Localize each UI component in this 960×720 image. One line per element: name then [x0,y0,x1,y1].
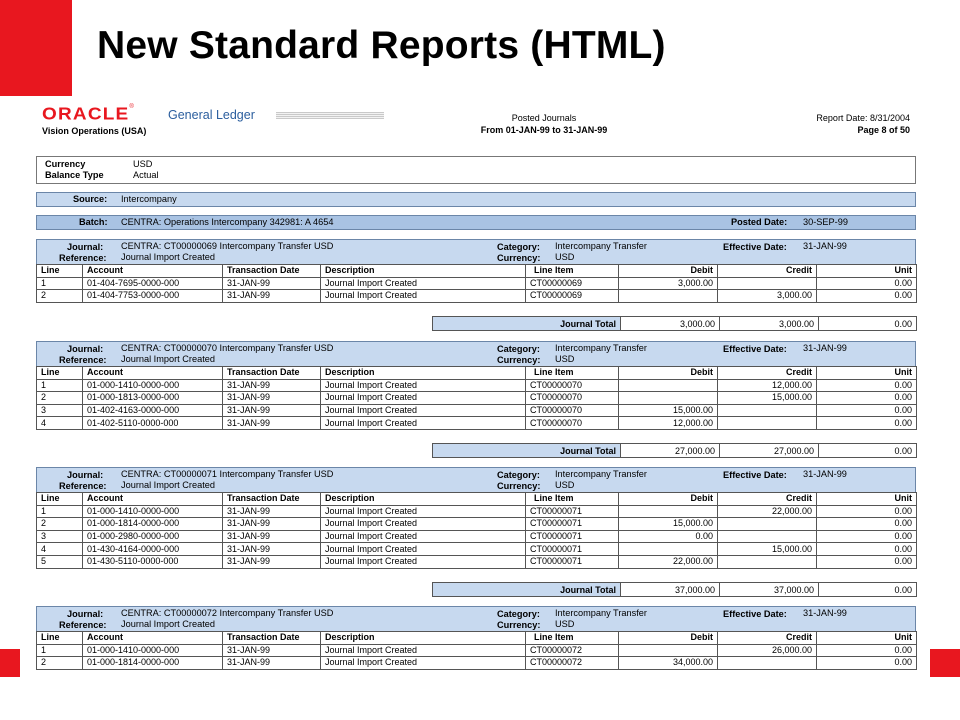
effective-date-value: 31-JAN-99 [803,608,847,618]
table-cell: 31-JAN-99 [223,518,321,531]
table-cell: 0.00 [817,657,917,670]
reference-label: Reference: [59,355,107,365]
currency-field-value: USD [555,252,575,262]
table-cell: 5 [37,555,83,568]
category-value: Intercompany Transfer [555,608,647,618]
table-cell: 01-402-4163-0000-000 [83,404,223,417]
table-cell [718,518,817,531]
journal-header [36,606,916,631]
currency-field-label: Currency: [497,355,541,365]
journal-total-value: 3,000.00 [621,317,720,331]
table-cell: Journal Import Created [321,644,526,657]
table-cell: 01-000-2980-0000-000 [83,530,223,543]
table-cell: 12,000.00 [718,379,817,392]
journal-label: Journal: [67,344,104,354]
table-cell [718,657,817,670]
oracle-logo-text: ORACLE [42,105,130,124]
table-cell: 31-JAN-99 [223,404,321,417]
batch-bar [36,215,916,230]
table-header-row [37,632,917,645]
journal-total-label: Journal Total [433,583,621,597]
table-cell: 3 [37,530,83,543]
table-cell: CT00000071 [526,530,619,543]
table-cell [718,530,817,543]
table-cell: 0.00 [817,290,917,303]
journal-total-row [432,582,917,597]
table-cell: CT00000069 [526,277,619,290]
table-cell: 31-JAN-99 [223,379,321,392]
module-decorative-bar [276,112,384,119]
column-header: Description [321,265,526,278]
table-cell [619,392,718,405]
reference-label: Reference: [59,620,107,630]
balance-type-value: Actual [133,170,159,180]
table-cell: 3 [37,404,83,417]
table-cell: CT00000072 [526,644,619,657]
table-cell: Journal Import Created [321,530,526,543]
table-cell: 15,000.00 [619,404,718,417]
table-cell: 4 [37,543,83,556]
table-row [37,404,917,417]
column-header: Description [321,493,526,506]
table-row [37,657,917,670]
column-header: Debit [619,265,718,278]
slide-title: New Standard Reports (HTML) [97,24,666,67]
column-header: Credit [718,367,817,380]
table-cell: 01-000-1814-0000-000 [83,518,223,531]
table-cell: 1 [37,644,83,657]
column-header: Line [37,493,83,506]
table-cell: 01-000-1813-0000-000 [83,392,223,405]
table-cell: CT00000071 [526,543,619,556]
report-page [36,104,916,668]
journal-lines-table [36,492,917,569]
journal-header [36,341,916,366]
currency-field-label: Currency: [497,620,541,630]
table-cell: 01-430-4164-0000-000 [83,543,223,556]
table-cell: Journal Import Created [321,505,526,518]
currency-field-value: USD [555,354,575,364]
category-label: Category: [497,609,540,619]
table-cell: 31-JAN-99 [223,530,321,543]
table-cell: CT00000072 [526,657,619,670]
journal-header [36,467,916,492]
journal-total-value: 0.00 [819,583,917,597]
column-header: Description [321,367,526,380]
category-value: Intercompany Transfer [555,241,647,251]
table-cell: 0.00 [817,530,917,543]
category-value: Intercompany Transfer [555,343,647,353]
table-row [37,505,917,518]
column-header: Line [37,367,83,380]
table-cell: 01-000-1410-0000-000 [83,379,223,392]
category-label: Category: [497,242,540,252]
table-cell: 01-430-5110-0000-000 [83,555,223,568]
table-cell: 31-JAN-99 [223,657,321,670]
journal-total-value: 37,000.00 [621,583,720,597]
journal-block [36,239,916,303]
column-header: Line Item [526,265,619,278]
table-cell [619,290,718,303]
table-row [37,530,917,543]
table-cell: 01-000-1410-0000-000 [83,505,223,518]
table-cell: 26,000.00 [718,644,817,657]
journal-name: CENTRA: CT00000071 Intercompany Transfer USD [121,469,334,479]
column-header: Unit [817,493,917,506]
category-label: Category: [497,344,540,354]
posted-date-label: Posted Date: [731,217,788,227]
journal-block [36,341,916,430]
table-cell: 3,000.00 [619,277,718,290]
module-name: General Ledger [168,108,255,122]
table-row [37,277,917,290]
category-value: Intercompany Transfer [555,469,647,479]
red-corner-block [0,0,72,96]
effective-date-value: 31-JAN-99 [803,469,847,479]
table-cell [718,404,817,417]
currency-box [36,156,916,184]
column-header: Line [37,265,83,278]
table-cell: CT00000070 [526,392,619,405]
table-cell: 22,000.00 [718,505,817,518]
journal-name: CENTRA: CT00000069 Intercompany Transfer USD [121,241,334,251]
table-cell: Journal Import Created [321,417,526,430]
table-row [37,392,917,405]
column-header: Line Item [526,367,619,380]
table-cell: 31-JAN-99 [223,543,321,556]
effective-date-value: 31-JAN-99 [803,343,847,353]
journal-lines-table [36,631,917,670]
journal-total-value: 37,000.00 [720,583,819,597]
table-cell: 31-JAN-99 [223,290,321,303]
report-name: Posted Journals [511,113,577,123]
source-value: Intercompany [121,194,177,204]
table-cell: 12,000.00 [619,417,718,430]
column-header: Line Item [526,493,619,506]
column-header: Account [83,632,223,645]
effective-date-label: Effective Date: [723,344,787,354]
table-cell: CT00000070 [526,417,619,430]
column-header: Transaction Date [223,265,321,278]
effective-date-label: Effective Date: [723,470,787,480]
column-header: Credit [718,493,817,506]
reference-value: Journal Import Created [121,480,215,490]
table-row [37,644,917,657]
table-cell [619,505,718,518]
journal-name: CENTRA: CT00000070 Intercompany Transfer USD [121,343,334,353]
journal-name: CENTRA: CT00000072 Intercompany Transfer USD [121,608,334,618]
table-cell: 0.00 [817,543,917,556]
journal-lines-table [36,264,917,303]
journal-label: Journal: [67,609,104,619]
table-row [37,290,917,303]
journal-total-row [432,316,917,331]
organization-name: Vision Operations (USA) [42,126,147,136]
effective-date-label: Effective Date: [723,242,787,252]
table-cell: Journal Import Created [321,290,526,303]
column-header: Line [37,632,83,645]
table-cell: 01-404-7695-0000-000 [83,277,223,290]
red-edge-marker-right [930,649,960,677]
table-cell: 1 [37,505,83,518]
column-header: Account [83,493,223,506]
source-bar [36,192,916,207]
reference-value: Journal Import Created [121,619,215,629]
currency-field-value: USD [555,480,575,490]
table-cell: 31-JAN-99 [223,555,321,568]
table-row [37,417,917,430]
red-edge-marker-left [0,649,20,677]
batch-value: CENTRA: Operations Intercompany 342981: A 4654 [121,217,334,227]
journal-total-value: 3,000.00 [720,317,819,331]
journal-total-row [432,443,917,458]
table-cell: 2 [37,290,83,303]
table-cell: 01-402-5110-0000-000 [83,417,223,430]
reference-value: Journal Import Created [121,354,215,364]
table-cell: 0.00 [817,392,917,405]
table-cell: 4 [37,417,83,430]
table-cell: CT00000071 [526,505,619,518]
currency-field-value: USD [555,619,575,629]
report-meta [816,113,910,136]
table-cell: 1 [37,277,83,290]
table-cell: 2 [37,392,83,405]
reference-label: Reference: [59,481,107,491]
journal-label: Journal: [67,242,104,252]
table-cell: 0.00 [817,644,917,657]
column-header: Debit [619,632,718,645]
table-cell: 15,000.00 [718,543,817,556]
column-header: Credit [718,265,817,278]
table-cell: 2 [37,518,83,531]
table-cell: 0.00 [817,379,917,392]
table-cell [718,277,817,290]
batch-label: Batch: [79,217,108,227]
table-cell: Journal Import Created [321,657,526,670]
table-cell: 15,000.00 [619,518,718,531]
category-label: Category: [497,470,540,480]
table-cell: Journal Import Created [321,543,526,556]
table-cell [619,644,718,657]
table-cell: Journal Import Created [321,392,526,405]
currency-field-label: Currency: [497,481,541,491]
effective-date-label: Effective Date: [723,609,787,619]
table-cell [718,417,817,430]
table-cell: 0.00 [817,277,917,290]
column-header: Account [83,367,223,380]
table-cell [619,379,718,392]
table-header-row [37,265,917,278]
balance-type-label: Balance Type [45,170,104,180]
table-cell: CT00000071 [526,518,619,531]
table-cell: 01-000-1814-0000-000 [83,657,223,670]
journal-total-label: Journal Total [433,444,621,458]
column-header: Description [321,632,526,645]
table-cell: 0.00 [817,404,917,417]
report-period: From 01-JAN-99 to 31-JAN-99 [480,124,608,135]
table-header-row [37,367,917,380]
table-cell [718,555,817,568]
column-header: Credit [718,632,817,645]
column-header: Debit [619,367,718,380]
table-cell: 0.00 [817,505,917,518]
table-cell: 31-JAN-99 [223,644,321,657]
table-cell: Journal Import Created [321,277,526,290]
column-header: Unit [817,265,917,278]
table-cell: 0.00 [619,530,718,543]
table-cell: Journal Import Created [321,555,526,568]
table-cell: CT00000070 [526,404,619,417]
reference-label: Reference: [59,253,107,263]
report-date: Report Date: 8/31/2004 [816,113,910,123]
posted-date-value: 30-SEP-99 [803,217,848,227]
table-cell [619,543,718,556]
currency-label: Currency [45,159,86,169]
column-header: Unit [817,632,917,645]
journal-header [36,239,916,264]
table-cell: CT00000069 [526,290,619,303]
table-cell: CT00000071 [526,555,619,568]
table-cell: 01-404-7753-0000-000 [83,290,223,303]
journal-total-value: 27,000.00 [621,444,720,458]
table-cell: 31-JAN-99 [223,392,321,405]
journal-lines-table [36,366,917,430]
journal-block [36,606,916,670]
table-row [37,555,917,568]
report-title-block [424,113,664,136]
currency-field-label: Currency: [497,253,541,263]
column-header: Account [83,265,223,278]
table-header-row [37,493,917,506]
table-cell: 15,000.00 [718,392,817,405]
report-page-number: Page 8 of 50 [857,124,910,135]
table-cell: 2 [37,657,83,670]
currency-value: USD [133,159,153,169]
column-header: Transaction Date [223,367,321,380]
table-cell: 3,000.00 [718,290,817,303]
table-cell: 01-000-1410-0000-000 [83,644,223,657]
source-label: Source: [73,194,108,204]
journal-total-value: 0.00 [819,444,917,458]
table-cell: 0.00 [817,518,917,531]
table-cell: 31-JAN-99 [223,277,321,290]
oracle-logo [42,104,134,126]
table-cell: 31-JAN-99 [223,417,321,430]
table-cell: 22,000.00 [619,555,718,568]
journal-total-value: 27,000.00 [720,444,819,458]
column-header: Transaction Date [223,632,321,645]
table-cell: CT00000070 [526,379,619,392]
table-cell: Journal Import Created [321,379,526,392]
table-cell: 34,000.00 [619,657,718,670]
table-cell: 1 [37,379,83,392]
table-row [37,518,917,531]
table-cell: 0.00 [817,555,917,568]
table-cell: 31-JAN-99 [223,505,321,518]
reference-value: Journal Import Created [121,252,215,262]
report-header [36,104,916,148]
journal-total-label: Journal Total [433,317,621,331]
column-header: Line Item [526,632,619,645]
table-cell: Journal Import Created [321,518,526,531]
journal-total-value: 0.00 [819,317,917,331]
table-cell: 0.00 [817,417,917,430]
table-row [37,379,917,392]
table-row [37,543,917,556]
journal-label: Journal: [67,470,104,480]
column-header: Unit [817,367,917,380]
column-header: Debit [619,493,718,506]
journal-block [36,467,916,569]
table-cell: Journal Import Created [321,404,526,417]
column-header: Transaction Date [223,493,321,506]
oracle-logo-tm: ® [129,104,134,110]
effective-date-value: 31-JAN-99 [803,241,847,251]
